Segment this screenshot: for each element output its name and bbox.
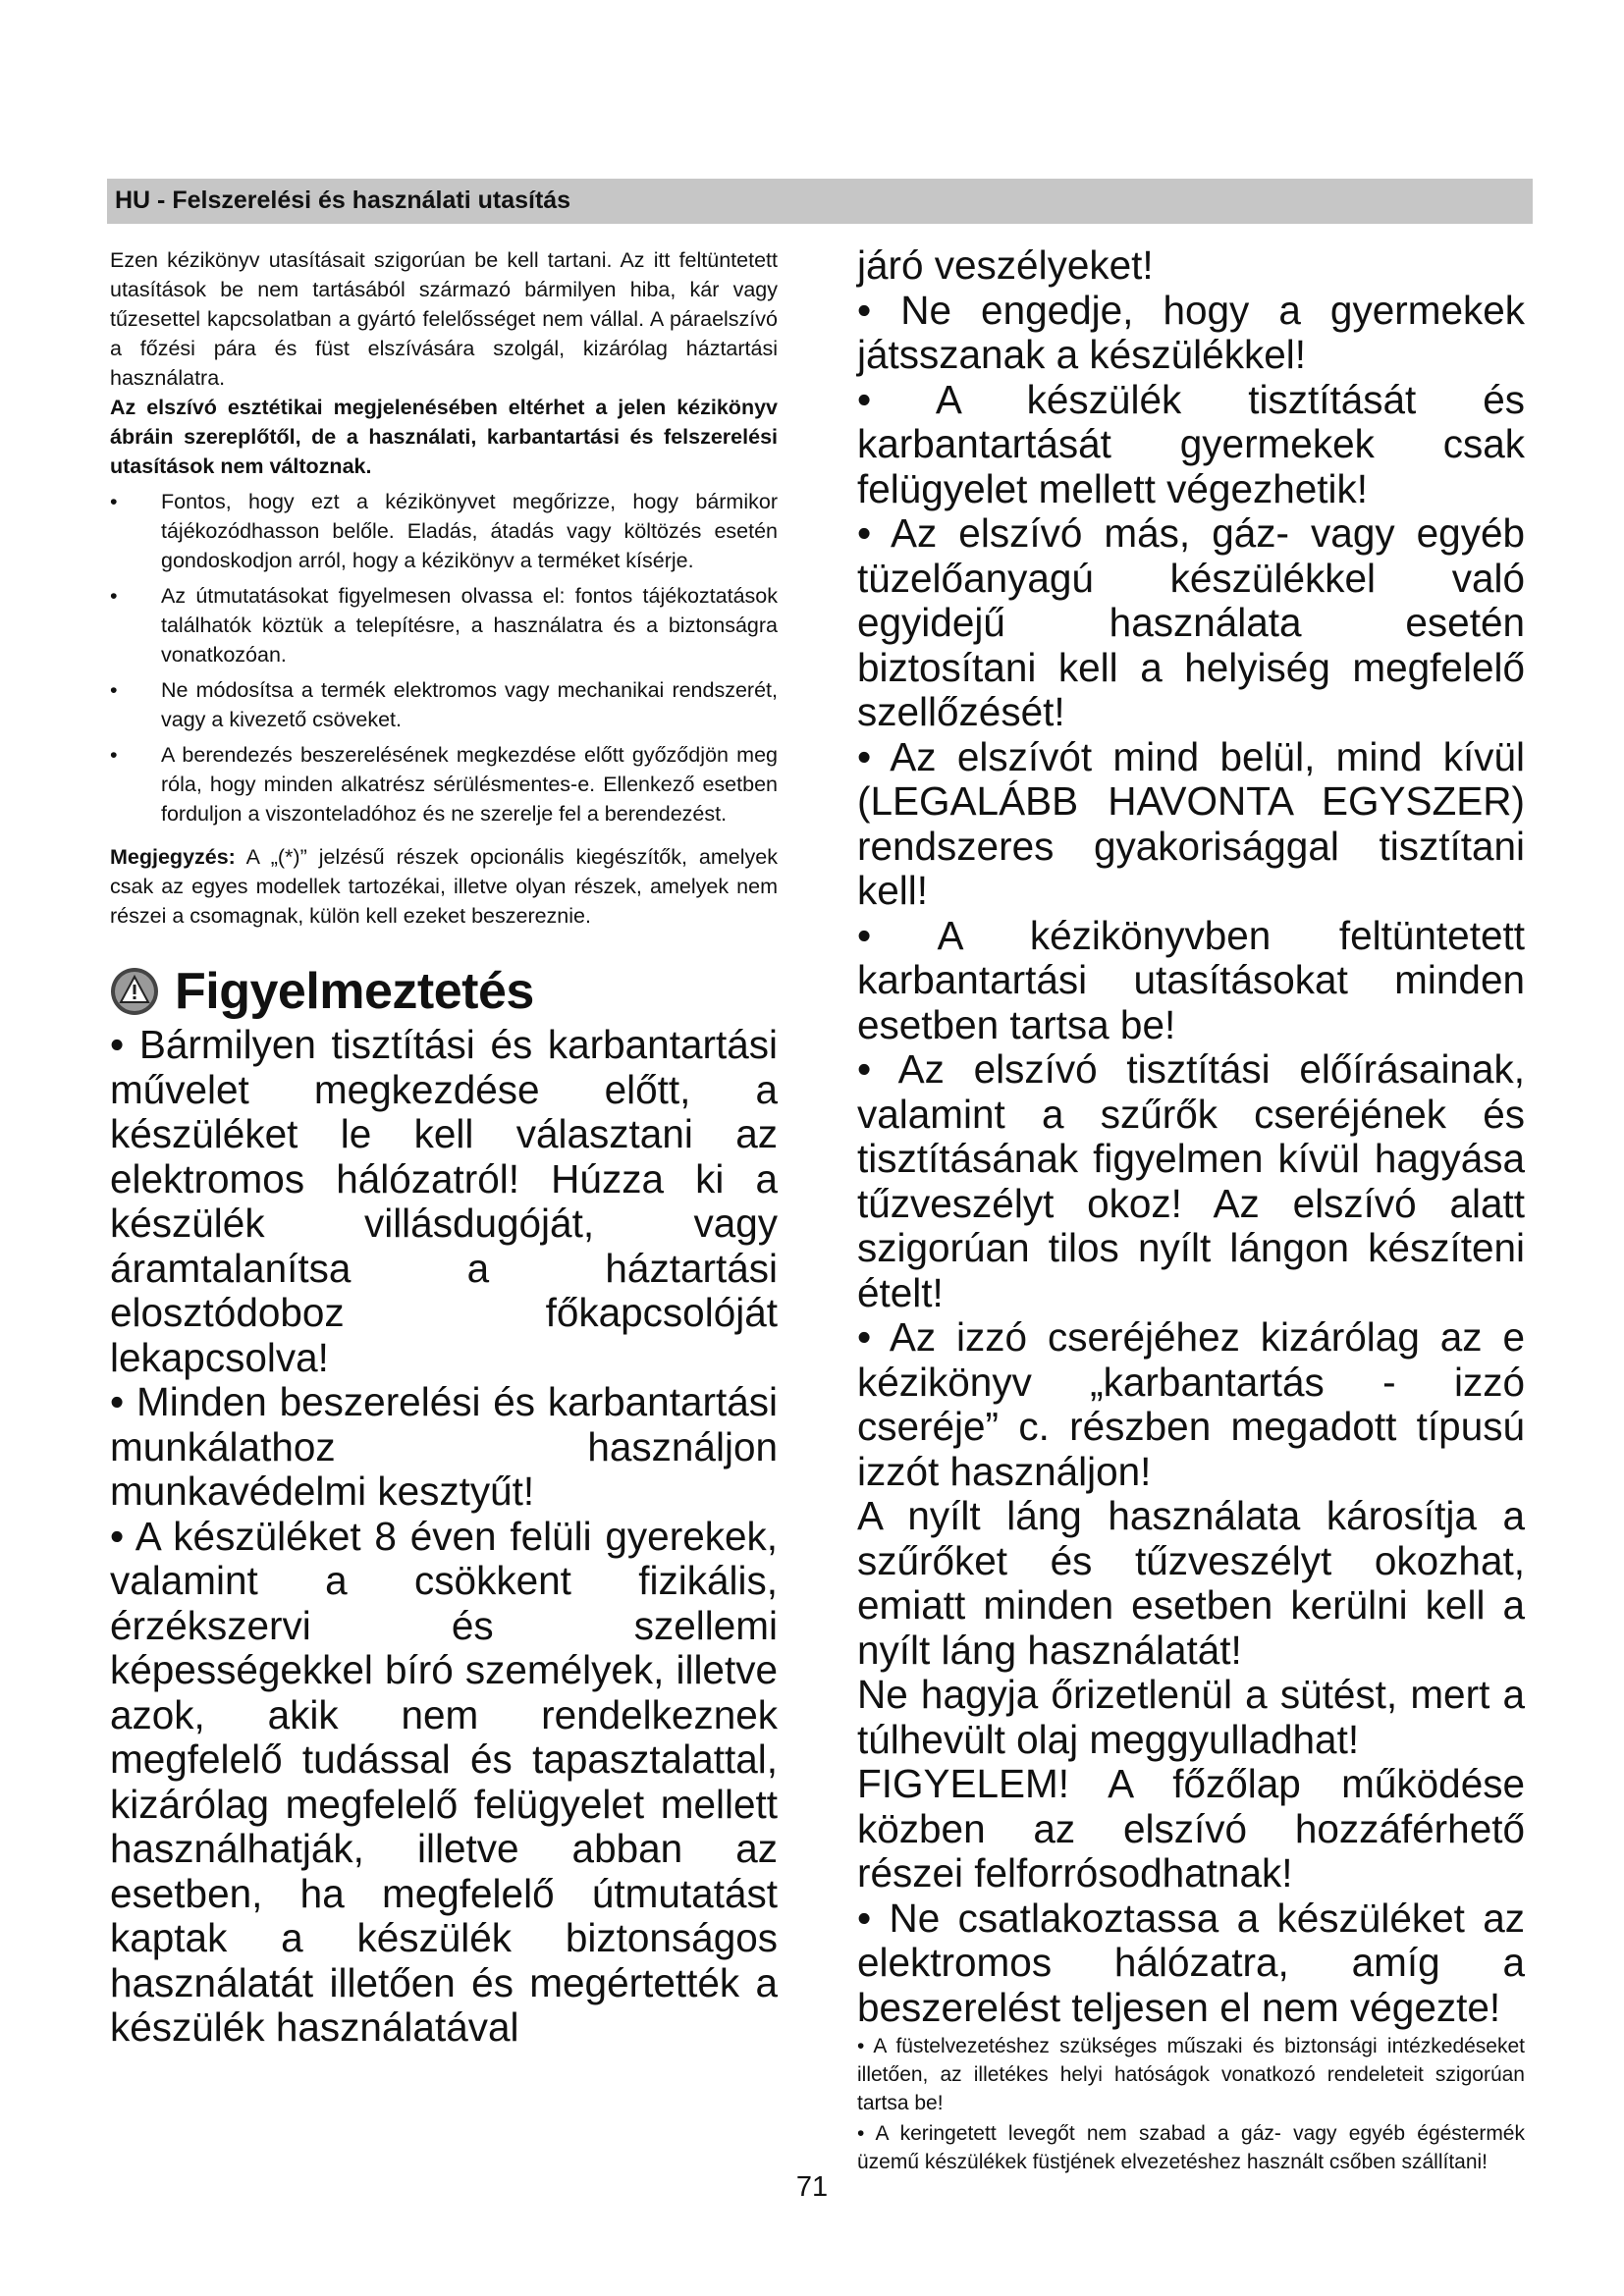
warning-item: • Bármilyen tisztítási és karbantartási művelet megkezdése előtt, a készüléket le kell választani az elektromos hálózatról! Húzza ki a készülék villásdugóját, vagy áramtalanítsa a háztartási elosztódoboz főkapcsolóját lekapcsolva! (110, 1022, 778, 1380)
warning-item: • Az izzó cseréjéhez kizárólag az e kézikönyv „karbantartás - izzó cseréje” c. részben megadott típusú izzót használjon! (857, 1314, 1525, 1494)
warning-item: • A kézikönyvben feltüntetett karbantartási utasításokat minden esetben tartsa be! (857, 912, 1525, 1047)
note-label: Megjegyzés: (110, 845, 236, 869)
instruction-list (110, 487, 778, 828)
warning-item: FIGYELEM! A főzőlap működése közben az elszívó hozzáférhető részei felforrósodhatnak! (857, 1761, 1525, 1896)
section-header-bar (107, 179, 1533, 224)
list-item: • Az útmutatásokat figyelmesen olvassa el: fontos tájékoztatások találhatók köztük a telepítésre, a használatra és a biztonságra vonatkozóan. (110, 581, 778, 669)
intro-paragraph: Ezen kézikönyv utasításait szigorúan be kell tartani. Az itt feltüntetett utasítások be nem tartásából származó bármilyen hiba, kár vagy tűzesettel kapcsolatban a gyártó felelősséget nem vállal. A páraelszívó a főzési pára és füst elszívására szolgál, kizárólag háztartási használatra. (110, 248, 778, 390)
warning-title: Figyelmeztetés (175, 963, 534, 1020)
list-item: • A berendezés beszerelésének megkezdése előtt győződjön meg róla, hogy minden alkatrész sérülésmentes-e. Ellenkező esetben forduljon a viszonteladóhoz és ne szerelje fel a berendezést. (110, 740, 778, 828)
warning-item: • A készüléket 8 éven felüli gyerekek, valamint a csökkent fizikális, érzékszervi és szellemi képességekkel bíró személyek, illetve azok, akik nem rendelkeznek megfelelő tudással és tapasztalattal, kizárólag megfelelő felügyelet mellett használhatják, illetve abban az esetben, ha megfelelő útmutatást kaptak a készülék biztonságos használatát illetően és megértették a készülék használatával (110, 1513, 778, 2050)
warning-item: A nyílt láng használata károsítja a szűrőket és tűzveszélyt okozhat, emiatt minden esetben kerülni kell a nyílt láng használatát! (857, 1493, 1525, 1673)
list-item: • Ne módosítsa a termék elektromos vagy mechanikai rendszerét, vagy a kivezető csöveket. (110, 675, 778, 734)
bold-notice: Az elszívó esztétikai megjelenésében eltérhet a jelen kézikönyv ábráin szereplőtől, de a használati, karbantartási és felszerelési utasítások nem változnak. (110, 396, 778, 478)
warning-item: • Az elszívót mind belül, mind kívül (LEGALÁBB HAVONTA EGYSZER) rendszeres gyakorisággal tisztítani kell! (857, 733, 1525, 913)
warning-item: • Minden beszerelési és karbantartási munkálathoz használjon munkavédelmi kesztyűt! (110, 1379, 778, 1514)
right-column (857, 243, 1525, 2176)
safety-note: • A keringetett levegőt nem szabad a gáz- vagy egyéb égéstermék üzemű készülékek füstjének elvezetéshez használt csőben szállítani! (857, 2122, 1525, 2173)
warning-item: • Az elszívó más, gáz- vagy egyéb tüzelőanyagú készülékkel való egyidejű használata esetén biztosítani kell a helyiség megfelelő szellőzését! (857, 510, 1525, 734)
warning-item: • Az elszívó tisztítási előírásainak, valamint a szűrők cseréjének és tisztításának figyelmen kívül hagyása tűzveszélyt okoz! Az elszívó alatt szigorúan tilos nyílt lángon készíteni ételt! (857, 1046, 1525, 1315)
note-text: A „(*)” jelzésű részek opcionális kiegészítők, amelyek csak az egyes modellek tartozékai, illetve olyan részek, amelyek nem részei a csomagnak, külön kell ezeket beszereznie. (110, 845, 778, 928)
list-item: • Fontos, hogy ezt a kézikönyvet megőrizze, hogy bármikor tájékozódhasson belőle. Eladás, átadás vagy költözés esetén gondoskodjon arról, hogy a kézikönyv a terméket kísérje. (110, 487, 778, 575)
warning-item: • Ne engedje, hogy a gyermekek játsszanak a készülékkel! (857, 287, 1525, 377)
left-column (110, 245, 778, 2051)
page-number: 71 (795, 2171, 829, 2203)
safety-note: • A füstelvezetéshez szükséges műszaki és biztonsági intézkedéseket illetően, az illetékes helyi hatóságok vonatkozó rendeleteit szigorúan tartsa be! (857, 2035, 1525, 2114)
warning-item: • Ne csatlakoztassa a készüléket az elektromos hálózatra, amíg a beszerelést teljesen el nem végezte! (857, 1895, 1525, 2030)
warning-item: Ne hagyja őrizetlenül a sütést, mert a túlhevült olaj meggyulladhat! (857, 1672, 1525, 1762)
section-header-title: HU - Felszerelési és használati utasítás (115, 187, 571, 214)
warning-icon (110, 967, 159, 1016)
note-paragraph (110, 842, 778, 931)
warning-item: járó veszélyeket! (857, 242, 1154, 288)
warning-heading (110, 960, 778, 1023)
warning-item: • A készülék tisztítását és karbantartását gyermekek csak felügyelet mellett végezhetik! (857, 376, 1525, 511)
